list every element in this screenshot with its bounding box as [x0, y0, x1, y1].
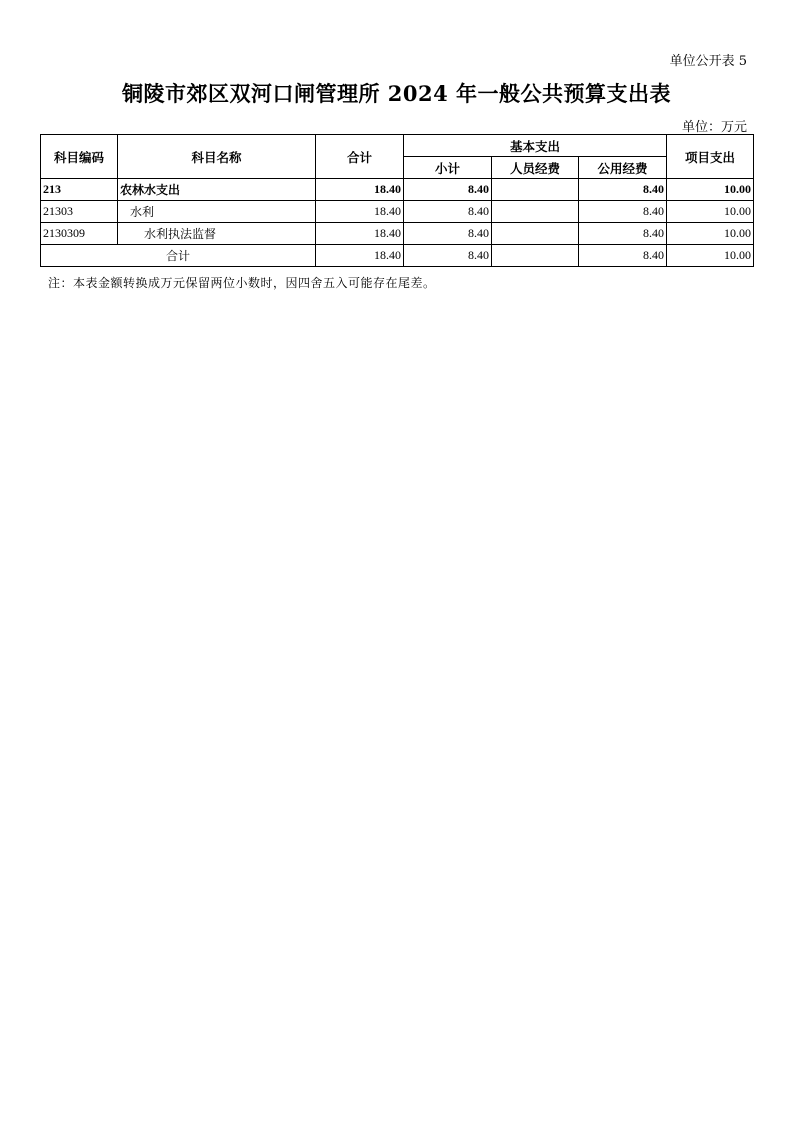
row-total: 18.40 — [316, 179, 404, 201]
row-personnel — [492, 179, 579, 201]
row-subtotal: 8.40 — [404, 201, 492, 223]
total-label: 合计 — [41, 245, 316, 267]
row-project: 10.00 — [667, 201, 754, 223]
total-total: 18.40 — [316, 245, 404, 267]
row-personnel — [492, 223, 579, 245]
row-subtotal: 8.40 — [404, 223, 492, 245]
row-total: 18.40 — [316, 201, 404, 223]
table-row — [41, 179, 754, 201]
total-project: 10.00 — [667, 245, 754, 267]
row-code: 213 — [41, 179, 118, 201]
footnote: 注：本表金额转换成万元保留两位小数时，因四舍五入可能存在尾差。 — [48, 276, 436, 290]
table-row — [41, 201, 754, 223]
page-title: 铜陵市郊区双河口闸管理所 2024 年一般公共预算支出表 — [121, 81, 672, 106]
header-public: 公用经费 — [579, 157, 667, 179]
row-name: 水利 — [118, 201, 316, 223]
header-name: 科目名称 — [118, 135, 316, 179]
row-subtotal: 8.40 — [404, 179, 492, 201]
row-total: 18.40 — [316, 223, 404, 245]
document-tag: 单位公开表 5 — [669, 54, 747, 69]
row-public: 8.40 — [579, 223, 667, 245]
row-personnel — [492, 201, 579, 223]
header-basic: 基本支出 — [404, 135, 667, 157]
header-project: 项目支出 — [667, 135, 754, 179]
unit-label: 单位：万元 — [681, 120, 747, 135]
row-public: 8.40 — [579, 179, 667, 201]
row-project: 10.00 — [667, 223, 754, 245]
total-row — [41, 245, 754, 267]
total-personnel — [492, 245, 579, 267]
row-code: 21303 — [41, 201, 118, 223]
header-subtotal: 小计 — [404, 157, 492, 179]
row-public: 8.40 — [579, 201, 667, 223]
table-row — [41, 223, 754, 245]
row-project: 10.00 — [667, 179, 754, 201]
total-public: 8.40 — [579, 245, 667, 267]
total-subtotal: 8.40 — [404, 245, 492, 267]
row-name: 水利执法监督 — [118, 223, 316, 245]
budget-table — [40, 134, 754, 267]
header-code: 科目编码 — [41, 135, 118, 179]
row-name: 农林水支出 — [118, 179, 316, 201]
row-code: 2130309 — [41, 223, 118, 245]
header-total: 合计 — [316, 135, 404, 179]
header-personnel: 人员经费 — [492, 157, 579, 179]
